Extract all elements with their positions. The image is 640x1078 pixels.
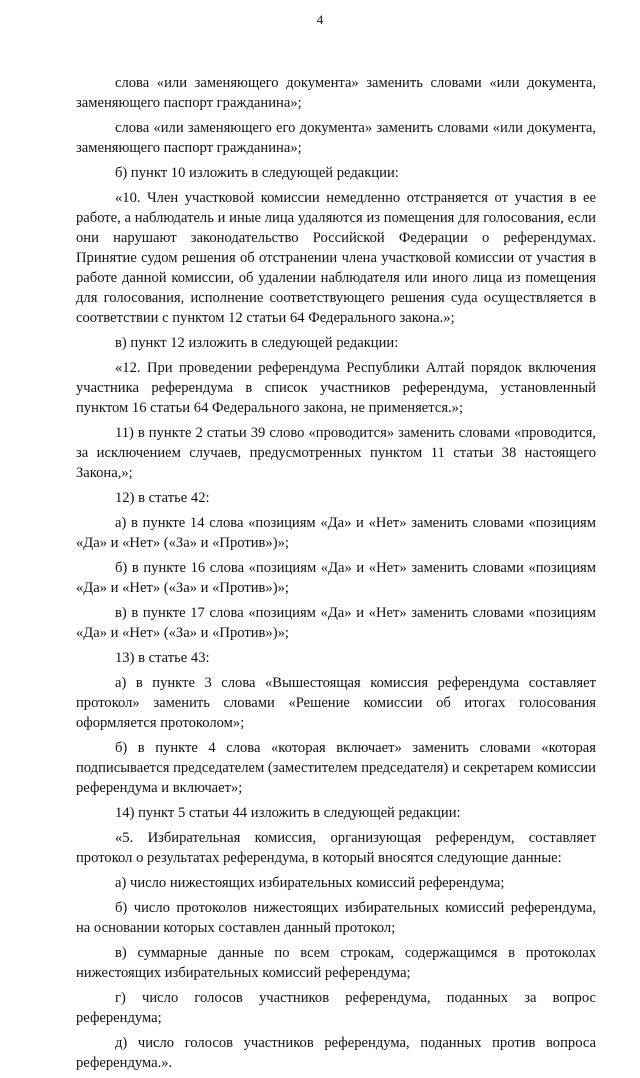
paragraph-8: 12) в статье 42: — [115, 490, 210, 506]
paragraph-1: слова «или заменяющего документа» заменить словами «или документа, заменяющего паспорт гражданина»; — [76, 75, 596, 111]
paragraph-4: «10. Член участковой комиссии немедленно отстраняется от участия в ее работе, а наблюдатель и иные лица удаляются из помещения для голосования, если они нарушают законодательство Российской Федерации о референдумах. Принятие судом решения об отстранении члена участковой комиссии от участия в работе данной комиссии, об удалении наблюдателя или иного лица из помещения для голосования, исполнение соответствующего решения суда осуществляется в соответствии с пунктом 12 статьи 64 Федерального закона.»; — [76, 190, 596, 326]
paragraph-9: а) в пункте 14 слова «позициям «Да» и «Нет» заменить словами «позициям «Да» и «Нет» («За» и «Против»)»; — [76, 515, 596, 551]
paragraph-11: в) в пункте 17 слова «позициям «Да» и «Нет» заменить словами «позициям «Да» и «Нет» («За» и «Против»)»; — [76, 605, 596, 641]
paragraph-19: в) суммарные данные по всем строкам, содержащимся в протоколах нижестоящих избирательных комиссий референдума; — [76, 945, 596, 981]
paragraph-15: 14) пункт 5 статьи 44 изложить в следующей редакции: — [115, 805, 461, 821]
paragraph-12: 13) в статье 43: — [115, 650, 210, 666]
paragraph-21: д) число голосов участников референдума, поданных против вопроса референдума.». — [76, 1035, 596, 1071]
paragraph-7: 11) в пункте 2 статьи 39 слово «проводится» заменить словами «проводится, за исключением случаев, предусмотренных пунктом 11 статьи 38 настоящего Закона,»; — [76, 425, 596, 481]
paragraph-18: б) число протоколов нижестоящих избирательных комиссий референдума, на основании которых составлен данный протокол; — [76, 900, 596, 936]
paragraph-6: «12. При проведении референдума Республики Алтай порядок включения участника референдума в список участников референдума, установленный пунктом 16 статьи 64 Федерального закона, не применяется.»; — [76, 360, 596, 416]
paragraph-2: слова «или заменяющего его документа» заменить словами «или документа, заменяющего паспорт гражданина»; — [76, 120, 596, 156]
paragraph-20: г) число голосов участников референдума, поданных за вопрос референдума; — [76, 990, 596, 1026]
paragraph-5: в) пункт 12 изложить в следующей редакции: — [115, 335, 399, 351]
paragraph-13: а) в пункте 3 слова «Вышестоящая комиссия референдума составляет протокол» заменить словами «Решение комиссии об итогах голосования оформляется протоколом»; — [76, 675, 596, 731]
page-number: 4 — [316, 12, 324, 27]
paragraph-10: б) в пункте 16 слова «позициям «Да» и «Нет» заменить словами «позициям «Да» и «Нет» («За» и «Против»)»; — [76, 560, 596, 596]
paragraph-16: «5. Избирательная комиссия, организующая референдум, составляет протокол о результатах референдума, в который вносятся следующие данные: — [76, 830, 596, 866]
paragraph-14: б) в пункте 4 слова «которая включает» заменить словами «которая подписывается председателем (заместителем председателя) и секретарем комиссии референдума и включает»; — [76, 740, 596, 796]
paragraph-17: а) число нижестоящих избирательных комиссий референдума; — [115, 875, 505, 891]
document-body — [76, 73, 596, 1078]
paragraph-3: б) пункт 10 изложить в следующей редакции: — [115, 165, 399, 181]
